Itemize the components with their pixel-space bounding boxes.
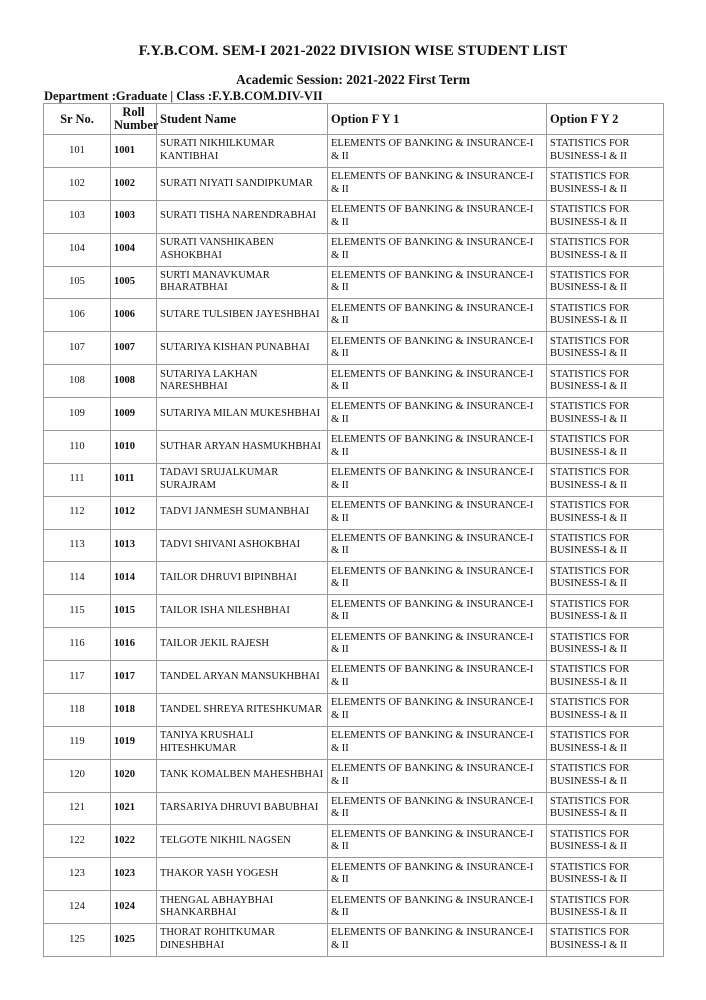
table-row xyxy=(44,628,664,661)
option-fy2-cell: STATISTICS FOR BUSINESS-I & II xyxy=(547,529,664,562)
student-name-cell: TAILOR ISHA NILESHBHAI xyxy=(157,595,328,628)
option-fy1-cell: ELEMENTS OF BANKING & INSURANCE-I & II xyxy=(328,726,547,759)
roll-number-cell: 1002 xyxy=(111,167,157,200)
option-fy2-cell: STATISTICS FOR BUSINESS-I & II xyxy=(547,365,664,398)
option-fy2-cell: STATISTICS FOR BUSINESS-I & II xyxy=(547,496,664,529)
option-fy1-cell: ELEMENTS OF BANKING & INSURANCE-I & II xyxy=(328,463,547,496)
sr-no-cell: 102 xyxy=(44,167,111,200)
student-name-cell: SURATI NIYATI SANDIPKUMAR xyxy=(157,167,328,200)
table-row xyxy=(44,726,664,759)
table-row xyxy=(44,266,664,299)
option-fy1-cell: ELEMENTS OF BANKING & INSURANCE-I & II xyxy=(328,858,547,891)
option-fy1-cell: ELEMENTS OF BANKING & INSURANCE-I & II xyxy=(328,266,547,299)
table-row xyxy=(44,924,664,957)
table-row xyxy=(44,135,664,168)
option-fy2-cell: STATISTICS FOR BUSINESS-I & II xyxy=(547,891,664,924)
sr-no-cell: 112 xyxy=(44,496,111,529)
sr-no-cell: 106 xyxy=(44,299,111,332)
roll-number-cell: 1021 xyxy=(111,792,157,825)
option-fy1-cell: ELEMENTS OF BANKING & INSURANCE-I & II xyxy=(328,299,547,332)
roll-number-cell: 1003 xyxy=(111,200,157,233)
option-fy1-cell: ELEMENTS OF BANKING & INSURANCE-I & II xyxy=(328,562,547,595)
student-name-cell: TANDEL SHREYA RITESHKUMAR xyxy=(157,693,328,726)
option-fy2-cell: STATISTICS FOR BUSINESS-I & II xyxy=(547,924,664,957)
option-fy1-cell: ELEMENTS OF BANKING & INSURANCE-I & II xyxy=(328,792,547,825)
option-fy1-cell: ELEMENTS OF BANKING & INSURANCE-I & II xyxy=(328,398,547,431)
option-fy1-cell: ELEMENTS OF BANKING & INSURANCE-I & II xyxy=(328,693,547,726)
student-name-cell: SURATI NIKHILKUMAR KANTIBHAI xyxy=(157,135,328,168)
sr-no-cell: 123 xyxy=(44,858,111,891)
option-fy1-cell: ELEMENTS OF BANKING & INSURANCE-I & II xyxy=(328,496,547,529)
option-fy2-cell: STATISTICS FOR BUSINESS-I & II xyxy=(547,661,664,694)
student-name-cell: TARSARIYA DHRUVI BABUBHAI xyxy=(157,792,328,825)
roll-number-cell: 1013 xyxy=(111,529,157,562)
roll-number-cell: 1006 xyxy=(111,299,157,332)
option-fy2-cell: STATISTICS FOR BUSINESS-I & II xyxy=(547,562,664,595)
option-fy2-cell: STATISTICS FOR BUSINESS-I & II xyxy=(547,858,664,891)
option-fy1-cell: ELEMENTS OF BANKING & INSURANCE-I & II xyxy=(328,365,547,398)
sr-no-cell: 105 xyxy=(44,266,111,299)
table-row xyxy=(44,759,664,792)
option-fy2-cell: STATISTICS FOR BUSINESS-I & II xyxy=(547,693,664,726)
student-name-cell: TANDEL ARYAN MANSUKHBHAI xyxy=(157,661,328,694)
roll-number-cell: 1022 xyxy=(111,825,157,858)
sr-no-cell: 111 xyxy=(44,463,111,496)
table-row xyxy=(44,693,664,726)
option-fy2-cell: STATISTICS FOR BUSINESS-I & II xyxy=(547,332,664,365)
table-row xyxy=(44,529,664,562)
sr-no-cell: 107 xyxy=(44,332,111,365)
sr-no-cell: 120 xyxy=(44,759,111,792)
roll-number-cell: 1001 xyxy=(111,135,157,168)
roll-number-cell: 1019 xyxy=(111,726,157,759)
student-name-cell: SUTARIYA KISHAN PUNABHAI xyxy=(157,332,328,365)
sr-no-cell: 124 xyxy=(44,891,111,924)
table-row xyxy=(44,233,664,266)
student-name-cell: THENGAL ABHAYBHAI SHANKARBHAI xyxy=(157,891,328,924)
option-fy1-cell: ELEMENTS OF BANKING & INSURANCE-I & II xyxy=(328,200,547,233)
table-row xyxy=(44,595,664,628)
option-fy2-cell: STATISTICS FOR BUSINESS-I & II xyxy=(547,167,664,200)
header-option-fy2: Option F Y 2 xyxy=(547,104,664,135)
sr-no-cell: 122 xyxy=(44,825,111,858)
option-fy1-cell: ELEMENTS OF BANKING & INSURANCE-I & II xyxy=(328,529,547,562)
table-row xyxy=(44,891,664,924)
department-class-line: Department :Graduate | Class :F.Y.B.COM.DIV-VII xyxy=(44,89,323,103)
option-fy2-cell: STATISTICS FOR BUSINESS-I & II xyxy=(547,628,664,661)
roll-number-cell: 1024 xyxy=(111,891,157,924)
option-fy2-cell: STATISTICS FOR BUSINESS-I & II xyxy=(547,398,664,431)
table-body xyxy=(44,135,664,957)
option-fy2-cell: STATISTICS FOR BUSINESS-I & II xyxy=(547,135,664,168)
sr-no-cell: 114 xyxy=(44,562,111,595)
option-fy1-cell: ELEMENTS OF BANKING & INSURANCE-I & II xyxy=(328,759,547,792)
roll-number-cell: 1018 xyxy=(111,693,157,726)
table-row xyxy=(44,825,664,858)
academic-session: Academic Session: 2021-2022 First Term xyxy=(236,72,470,87)
student-name-cell: SURATI TISHA NARENDRABHAI xyxy=(157,200,328,233)
student-name-cell: THORAT ROHITKUMAR DINESHBHAI xyxy=(157,924,328,957)
roll-number-cell: 1016 xyxy=(111,628,157,661)
student-name-cell: SUTHAR ARYAN HASMUKHBHAI xyxy=(157,430,328,463)
roll-number-cell: 1005 xyxy=(111,266,157,299)
student-name-cell: TAILOR DHRUVI BIPINBHAI xyxy=(157,562,328,595)
sr-no-cell: 113 xyxy=(44,529,111,562)
sr-no-cell: 119 xyxy=(44,726,111,759)
sr-no-cell: 108 xyxy=(44,365,111,398)
option-fy2-cell: STATISTICS FOR BUSINESS-I & II xyxy=(547,759,664,792)
sr-no-cell: 104 xyxy=(44,233,111,266)
table-row xyxy=(44,299,664,332)
roll-number-cell: 1012 xyxy=(111,496,157,529)
option-fy1-cell: ELEMENTS OF BANKING & INSURANCE-I & II xyxy=(328,332,547,365)
sr-no-cell: 110 xyxy=(44,430,111,463)
table-row xyxy=(44,430,664,463)
sr-no-cell: 115 xyxy=(44,595,111,628)
table-row xyxy=(44,398,664,431)
table-row xyxy=(44,332,664,365)
sr-no-cell: 117 xyxy=(44,661,111,694)
option-fy1-cell: ELEMENTS OF BANKING & INSURANCE-I & II xyxy=(328,430,547,463)
roll-number-cell: 1015 xyxy=(111,595,157,628)
student-name-cell: THAKOR YASH YOGESH xyxy=(157,858,328,891)
table-row xyxy=(44,858,664,891)
table-row xyxy=(44,792,664,825)
option-fy1-cell: ELEMENTS OF BANKING & INSURANCE-I & II xyxy=(328,135,547,168)
sr-no-cell: 101 xyxy=(44,135,111,168)
student-name-cell: SUTARIYA MILAN MUKESHBHAI xyxy=(157,398,328,431)
option-fy1-cell: ELEMENTS OF BANKING & INSURANCE-I & II xyxy=(328,167,547,200)
student-name-cell: SUTARIYA LAKHAN NARESHBHAI xyxy=(157,365,328,398)
table-row xyxy=(44,496,664,529)
student-name-cell: SURTI MANAVKUMAR BHARATBHAI xyxy=(157,266,328,299)
option-fy2-cell: STATISTICS FOR BUSINESS-I & II xyxy=(547,266,664,299)
student-name-cell: TADVI SHIVANI ASHOKBHAI xyxy=(157,529,328,562)
student-name-cell: SURATI VANSHIKABEN ASHOKBHAI xyxy=(157,233,328,266)
roll-number-cell: 1017 xyxy=(111,661,157,694)
option-fy2-cell: STATISTICS FOR BUSINESS-I & II xyxy=(547,233,664,266)
roll-number-cell: 1009 xyxy=(111,398,157,431)
roll-number-cell: 1011 xyxy=(111,463,157,496)
option-fy2-cell: STATISTICS FOR BUSINESS-I & II xyxy=(547,595,664,628)
option-fy2-cell: STATISTICS FOR BUSINESS-I & II xyxy=(547,299,664,332)
option-fy2-cell: STATISTICS FOR BUSINESS-I & II xyxy=(547,825,664,858)
header-student-name: Student Name xyxy=(157,104,328,135)
sr-no-cell: 103 xyxy=(44,200,111,233)
header-roll-number: Roll Number xyxy=(111,104,157,135)
sr-no-cell: 121 xyxy=(44,792,111,825)
page-title: F.Y.B.COM. SEM-I 2021-2022 DIVISION WISE STUDENT LIST xyxy=(138,43,568,59)
sr-no-cell: 116 xyxy=(44,628,111,661)
option-fy1-cell: ELEMENTS OF BANKING & INSURANCE-I & II xyxy=(328,825,547,858)
option-fy1-cell: ELEMENTS OF BANKING & INSURANCE-I & II xyxy=(328,924,547,957)
option-fy1-cell: ELEMENTS OF BANKING & INSURANCE-I & II xyxy=(328,661,547,694)
header-sr-no: Sr No. xyxy=(44,104,111,135)
student-name-cell: TADVI JANMESH SUMANBHAI xyxy=(157,496,328,529)
student-list-table xyxy=(43,103,664,957)
table-row xyxy=(44,463,664,496)
student-name-cell: TANK KOMALBEN MAHESHBHAI xyxy=(157,759,328,792)
roll-number-cell: 1004 xyxy=(111,233,157,266)
option-fy1-cell: ELEMENTS OF BANKING & INSURANCE-I & II xyxy=(328,233,547,266)
option-fy1-cell: ELEMENTS OF BANKING & INSURANCE-I & II xyxy=(328,595,547,628)
roll-number-cell: 1014 xyxy=(111,562,157,595)
student-name-cell: TANIYA KRUSHALI HITESHKUMAR xyxy=(157,726,328,759)
sr-no-cell: 109 xyxy=(44,398,111,431)
table-row xyxy=(44,661,664,694)
sr-no-cell: 118 xyxy=(44,693,111,726)
roll-number-cell: 1020 xyxy=(111,759,157,792)
option-fy2-cell: STATISTICS FOR BUSINESS-I & II xyxy=(547,430,664,463)
roll-number-cell: 1025 xyxy=(111,924,157,957)
sr-no-cell: 125 xyxy=(44,924,111,957)
option-fy2-cell: STATISTICS FOR BUSINESS-I & II xyxy=(547,792,664,825)
roll-number-cell: 1010 xyxy=(111,430,157,463)
student-name-cell: TAILOR JEKIL RAJESH xyxy=(157,628,328,661)
roll-number-cell: 1007 xyxy=(111,332,157,365)
table-row xyxy=(44,562,664,595)
option-fy2-cell: STATISTICS FOR BUSINESS-I & II xyxy=(547,726,664,759)
roll-number-cell: 1008 xyxy=(111,365,157,398)
option-fy1-cell: ELEMENTS OF BANKING & INSURANCE-I & II xyxy=(328,891,547,924)
roll-number-cell: 1023 xyxy=(111,858,157,891)
option-fy1-cell: ELEMENTS OF BANKING & INSURANCE-I & II xyxy=(328,628,547,661)
table-header-row xyxy=(44,104,664,135)
student-name-cell: TELGOTE NIKHIL NAGSEN xyxy=(157,825,328,858)
table-row xyxy=(44,200,664,233)
option-fy2-cell: STATISTICS FOR BUSINESS-I & II xyxy=(547,200,664,233)
student-name-cell: SUTARE TULSIBEN JAYESHBHAI xyxy=(157,299,328,332)
option-fy2-cell: STATISTICS FOR BUSINESS-I & II xyxy=(547,463,664,496)
header-option-fy1: Option F Y 1 xyxy=(328,104,547,135)
table-row xyxy=(44,365,664,398)
student-name-cell: TADAVI SRUJALKUMAR SURAJRAM xyxy=(157,463,328,496)
table-row xyxy=(44,167,664,200)
